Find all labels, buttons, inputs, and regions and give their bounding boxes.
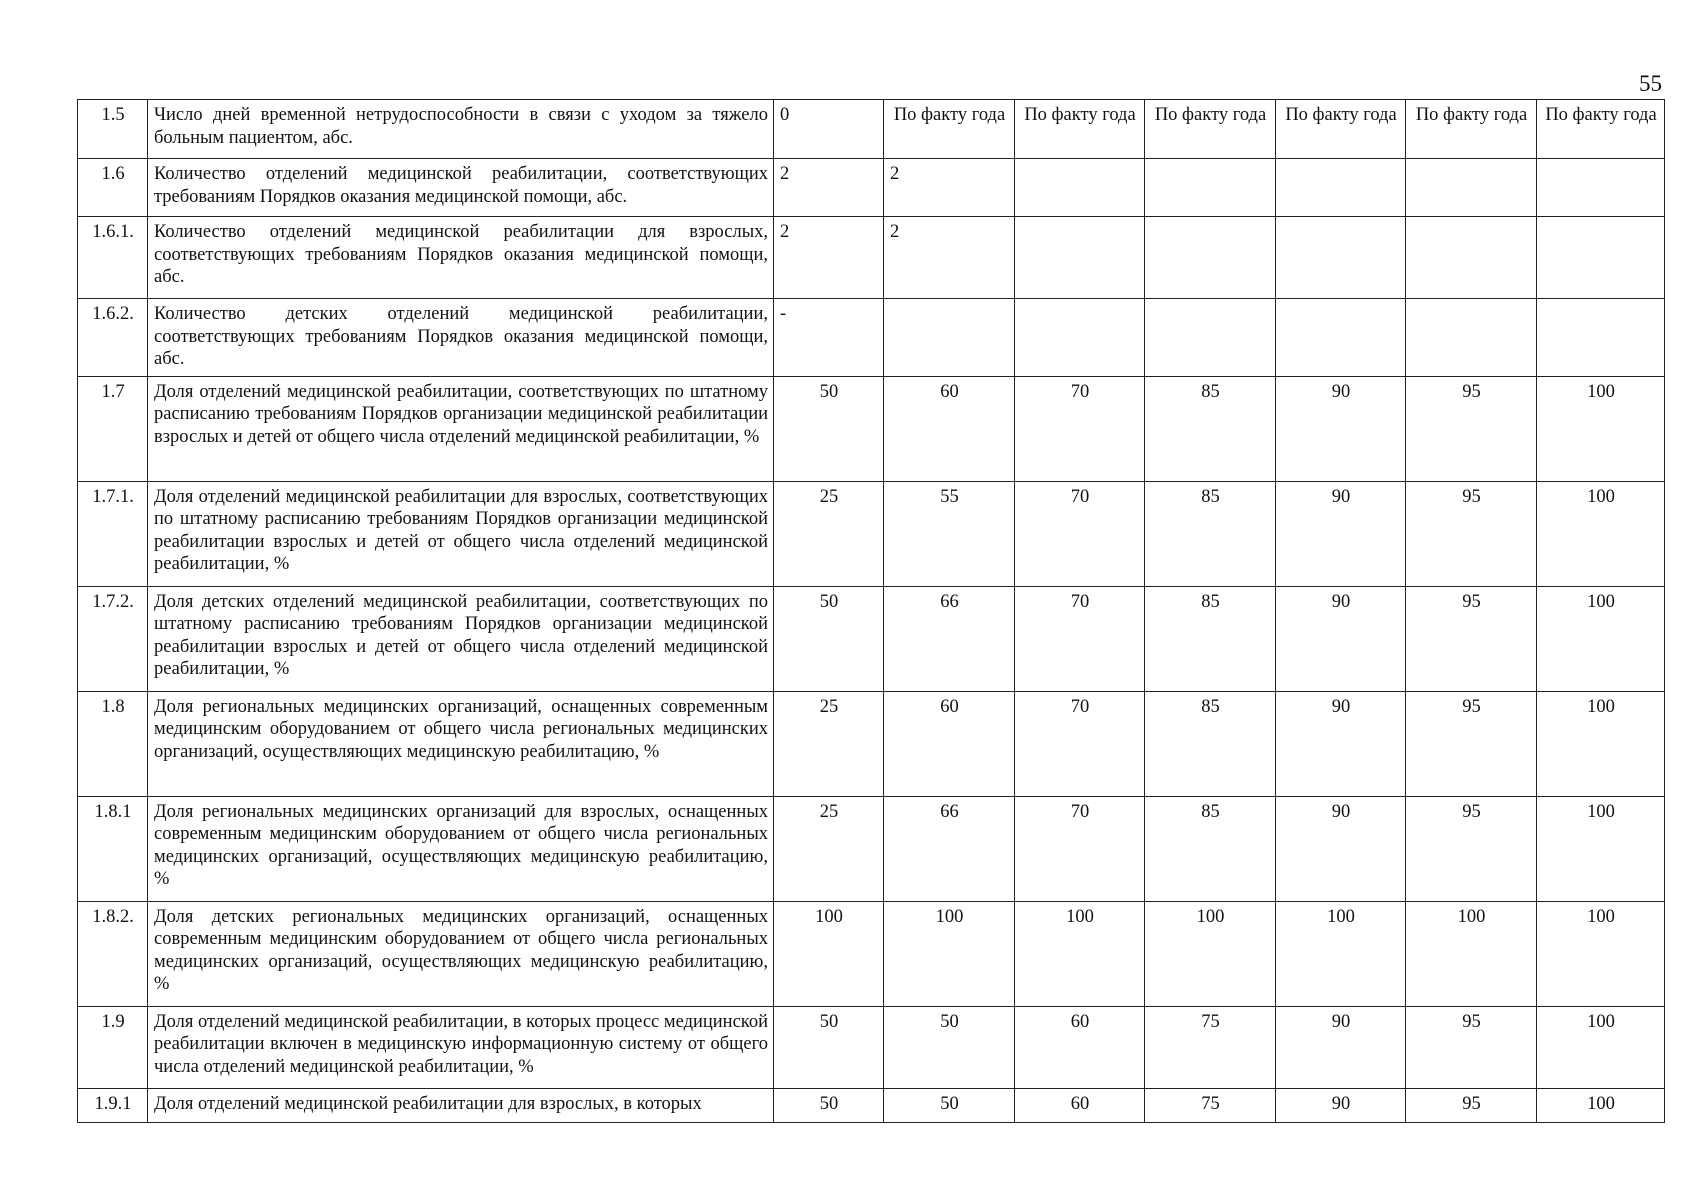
row-number: 1.9 [78, 1006, 148, 1088]
value-cell: 90 [1276, 1088, 1406, 1122]
value-cell [1406, 217, 1537, 299]
value-cell: 100 [1537, 376, 1665, 481]
indicators-table [77, 99, 1665, 1123]
table-row [78, 217, 1665, 299]
table-row [78, 901, 1665, 1006]
value-cell: 50 [884, 1006, 1015, 1088]
value-cell: 50 [774, 1006, 884, 1088]
value-cell: 95 [1406, 1006, 1537, 1088]
value-cell: 90 [1276, 691, 1406, 796]
baseline-value: 2 [774, 217, 884, 299]
row-description: Число дней временной нетрудоспособности в связи с уходом за тяжело больным пациентом, абс. [148, 100, 774, 159]
table-row [78, 1088, 1665, 1122]
value-cell [1145, 217, 1276, 299]
row-description: Доля отделений медицинской реабилитации, в которых процесс медицинской реабилитации включен в медицинскую информационную систему от общего числа отделений медицинской реабилитации, % [148, 1006, 774, 1088]
table-row [78, 1006, 1665, 1088]
table-row [78, 796, 1665, 901]
row-number: 1.8 [78, 691, 148, 796]
value-cell: 85 [1145, 586, 1276, 691]
value-cell: 95 [1406, 796, 1537, 901]
value-cell [1537, 159, 1665, 217]
value-cell: 100 [1537, 901, 1665, 1006]
value-cell: 70 [1015, 586, 1145, 691]
value-cell: 60 [884, 376, 1015, 481]
value-cell [1145, 159, 1276, 217]
value-cell [1276, 217, 1406, 299]
value-cell: По факту года [1276, 100, 1406, 159]
row-description: Доля региональных медицинских организаций, оснащенных современным медицинским оборудованием от общего числа региональных медицинских организаций, осуществляющих медицинскую реабилитацию, % [148, 691, 774, 796]
value-cell [884, 299, 1015, 377]
value-cell: 100 [1537, 1006, 1665, 1088]
value-cell [1276, 159, 1406, 217]
value-cell: 100 [1015, 901, 1145, 1006]
value-cell [1015, 299, 1145, 377]
value-cell: 90 [1276, 1006, 1406, 1088]
row-description: Доля отделений медицинской реабилитации для взрослых, в которых [148, 1088, 774, 1122]
value-cell: 60 [1015, 1006, 1145, 1088]
value-cell: 70 [1015, 691, 1145, 796]
row-number: 1.6 [78, 159, 148, 217]
value-cell [1406, 299, 1537, 377]
value-cell: 2 [884, 217, 1015, 299]
table-row [78, 100, 1665, 159]
value-cell: 90 [1276, 376, 1406, 481]
row-number: 1.7 [78, 376, 148, 481]
value-cell: 100 [1537, 691, 1665, 796]
value-cell [1015, 217, 1145, 299]
value-cell [1015, 159, 1145, 217]
row-number: 1.6.1. [78, 217, 148, 299]
baseline-value: 0 [774, 100, 884, 159]
value-cell: 25 [774, 481, 884, 586]
value-cell: 25 [774, 796, 884, 901]
value-cell: 70 [1015, 481, 1145, 586]
value-cell: 90 [1276, 586, 1406, 691]
table-row [78, 586, 1665, 691]
value-cell: 90 [1276, 481, 1406, 586]
value-cell: 85 [1145, 796, 1276, 901]
value-cell: 66 [884, 586, 1015, 691]
row-description: Доля детских региональных медицинских организаций, оснащенных современным медицинским оборудованием от общего числа региональных медицинских организаций, осуществляющих медицинскую реабилитацию, % [148, 901, 774, 1006]
value-cell: 75 [1145, 1088, 1276, 1122]
table-row [78, 481, 1665, 586]
value-cell: 95 [1406, 481, 1537, 586]
value-cell: По факту года [1145, 100, 1276, 159]
row-number: 1.7.2. [78, 586, 148, 691]
value-cell: 100 [1406, 901, 1537, 1006]
value-cell: По факту года [884, 100, 1015, 159]
value-cell [1145, 299, 1276, 377]
table-row [78, 376, 1665, 481]
value-cell: 66 [884, 796, 1015, 901]
value-cell: 100 [1537, 796, 1665, 901]
value-cell: 100 [1537, 586, 1665, 691]
table-row [78, 691, 1665, 796]
value-cell: 95 [1406, 691, 1537, 796]
value-cell: 95 [1406, 586, 1537, 691]
value-cell: По факту года [1537, 100, 1665, 159]
value-cell: 60 [884, 691, 1015, 796]
value-cell: 70 [1015, 796, 1145, 901]
value-cell: 60 [1015, 1088, 1145, 1122]
value-cell: 85 [1145, 691, 1276, 796]
value-cell [1537, 299, 1665, 377]
row-number: 1.5 [78, 100, 148, 159]
value-cell: 50 [774, 586, 884, 691]
value-cell: 85 [1145, 481, 1276, 586]
value-cell: 100 [1537, 1088, 1665, 1122]
value-cell [1276, 299, 1406, 377]
value-cell: 95 [1406, 1088, 1537, 1122]
value-cell: 95 [1406, 376, 1537, 481]
row-number: 1.8.2. [78, 901, 148, 1006]
table-row [78, 299, 1665, 377]
value-cell: 50 [774, 376, 884, 481]
baseline-value: - [774, 299, 884, 377]
value-cell [1406, 159, 1537, 217]
value-cell: 85 [1145, 376, 1276, 481]
row-description: Доля отделений медицинской реабилитации для взрослых, соответствующих по штатному расписанию требованиям Порядков организации медицинской реабилитации взрослых и детей от общего числа отделений медицинской реабилитации, % [148, 481, 774, 586]
table-row [78, 159, 1665, 217]
row-description: Доля региональных медицинских организаций для взрослых, оснащенных современным медицинским оборудованием от общего числа региональных медицинских организаций, осуществляющих медицинскую реабилитацию, % [148, 796, 774, 901]
row-number: 1.9.1 [78, 1088, 148, 1122]
value-cell: 2 [884, 159, 1015, 217]
row-description: Доля отделений медицинской реабилитации, соответствующих по штатному расписанию требованиям Порядков организации медицинской реабилитации взрослых и детей от общего числа отделений медицинской реабилитации, % [148, 376, 774, 481]
value-cell: 55 [884, 481, 1015, 586]
page-number: 55 [1639, 71, 1662, 96]
value-cell: 100 [774, 901, 884, 1006]
value-cell: 50 [774, 1088, 884, 1122]
row-description: Количество отделений медицинской реабилитации для взрослых, соответствующих требованиям Порядков оказания медицинской помощи, абс. [148, 217, 774, 299]
row-number: 1.7.1. [78, 481, 148, 586]
value-cell: 90 [1276, 796, 1406, 901]
value-cell: 25 [774, 691, 884, 796]
value-cell: 100 [884, 901, 1015, 1006]
value-cell: 75 [1145, 1006, 1276, 1088]
value-cell [1537, 217, 1665, 299]
value-cell: По факту года [1406, 100, 1537, 159]
value-cell: 100 [1145, 901, 1276, 1006]
value-cell: 50 [884, 1088, 1015, 1122]
value-cell: 100 [1276, 901, 1406, 1006]
row-number: 1.8.1 [78, 796, 148, 901]
row-number: 1.6.2. [78, 299, 148, 377]
value-cell: 70 [1015, 376, 1145, 481]
row-description: Количество отделений медицинской реабилитации, соответствующих требованиям Порядков оказания медицинской помощи, абс. [148, 159, 774, 217]
value-cell: 100 [1537, 481, 1665, 586]
row-description: Количество детских отделений медицинской реабилитации, соответствующих требованиям Порядков оказания медицинской помощи, абс. [148, 299, 774, 377]
value-cell: По факту года [1015, 100, 1145, 159]
baseline-value: 2 [774, 159, 884, 217]
row-description: Доля детских отделений медицинской реабилитации, соответствующих по штатному расписанию требованиям Порядков организации медицинской реабилитации взрослых и детей от общего числа отделений медицинской реабилитации, % [148, 586, 774, 691]
